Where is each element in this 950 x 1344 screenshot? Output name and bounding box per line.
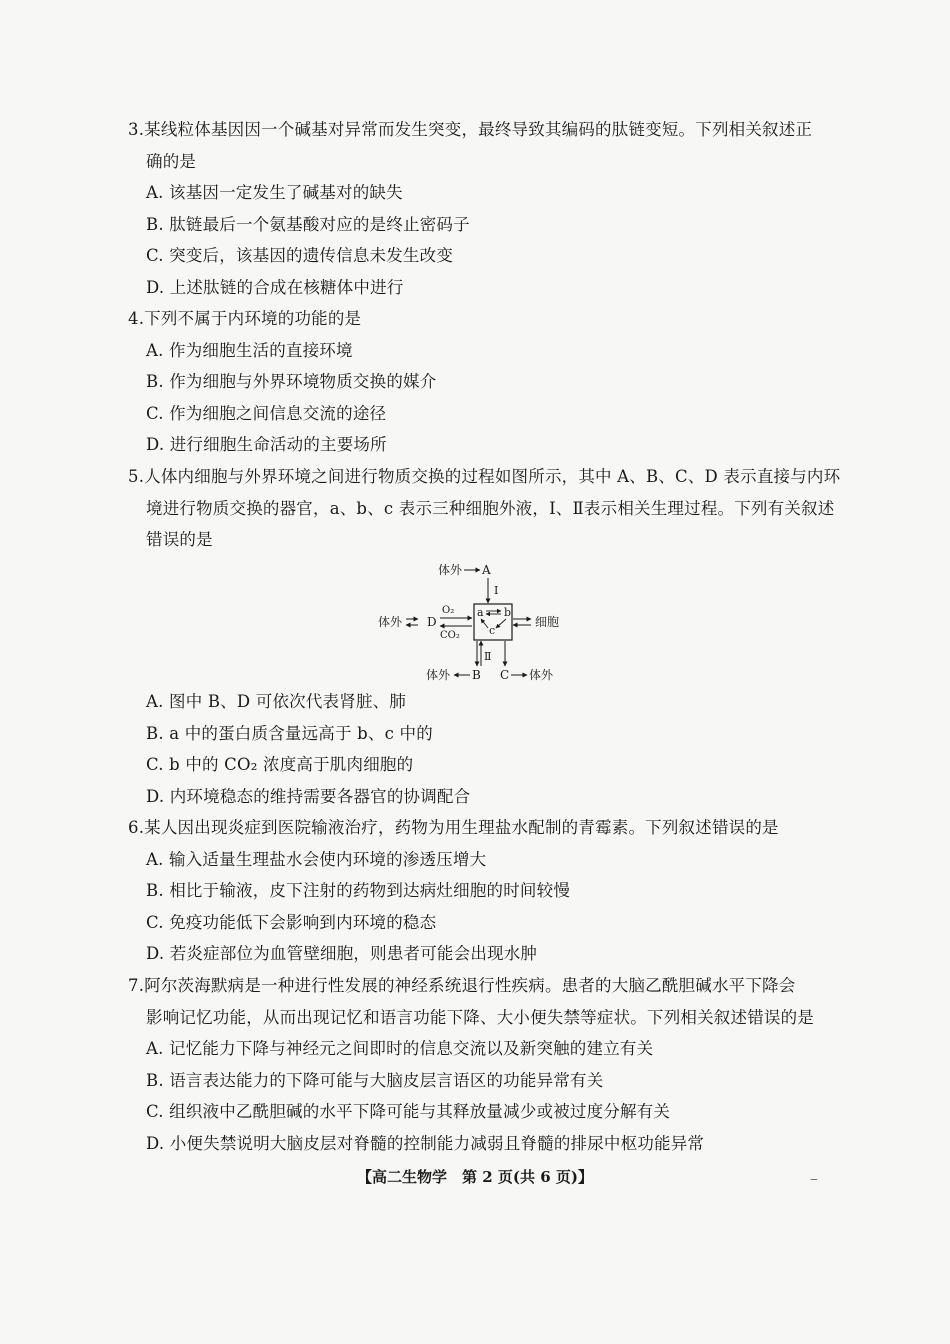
question-6 (128, 812, 828, 970)
question-stem-line: 境进行物质交换的器官，a、b、c 表示三种细胞外液，Ⅰ、Ⅱ表示相关生理过程。下列有关叙述 (146, 498, 835, 518)
option-a: A. 作为细胞生活的直接环境 (146, 340, 353, 360)
fluid-b-label: b (504, 606, 512, 619)
arrow (481, 619, 488, 628)
option-c: C. 组织液中乙酰胆碱的水平下降可能与其释放量减少或被过度分解有关 (146, 1102, 671, 1121)
fluid-c-label: c (489, 624, 496, 637)
question-stem-line: 6.某人因出现炎症到医院输液治疗，药物为用生理盐水配制的青霉素。下列叙述错误的是 (128, 818, 779, 837)
process-i-label: Ⅰ (494, 584, 499, 597)
question-stem-line: 3.某线粒体基因因一个碱基对异常而发生突变，最终导致其编码的肽链变短。下列相关叙述正 (128, 120, 813, 139)
organ-b-label: B (472, 668, 481, 682)
corner-mark: ‒ (810, 1172, 818, 1186)
option-c: C. 免疫功能低下会影响到内环境的稳态 (146, 912, 437, 932)
option-a: A. 该基因一定发生了碱基对的缺失 (146, 183, 403, 202)
question-stem-line: 错误的是 (146, 530, 213, 549)
outside-label: 体外 (378, 615, 403, 629)
page-footer: 【高二生物学 第 2 页(共 6 页)】 (357, 1168, 593, 1186)
outside-label: 体外 (426, 668, 451, 682)
option-d: D. 若炎症部位为血管壁细胞，则患者可能会出现水肿 (146, 944, 538, 963)
question-4 (128, 303, 828, 461)
question-stem-line: 影响记忆功能，从而出现记忆和语言功能下降、大小便失禁等症状。下列相关叙述错误的是 (146, 1007, 814, 1027)
option-d: D. 上述肽链的合成在核糖体中进行 (146, 277, 404, 297)
option-c: C. 突变后，该基因的遗传信息未发生改变 (146, 246, 454, 265)
question-stem-line: 确的是 (146, 151, 197, 171)
option-b: B. 相比于输液，皮下注射的药物到达病灶细胞的时间较慢 (146, 881, 571, 900)
question-5 (128, 461, 841, 556)
organ-a-label: A (482, 563, 491, 577)
organ-d-label: D (427, 615, 437, 629)
oxygen-label: O₂ (442, 605, 455, 616)
option-b: B. 作为细胞与外界环境物质交换的媒介 (146, 372, 437, 391)
fluid-a-label: a (477, 606, 484, 619)
process-ii-label: Ⅱ (484, 650, 492, 663)
outside-label: 体外 (438, 563, 463, 577)
option-a: A. 记忆能力下降与神经元之间即时的信息交流以及新突触的建立有关 (146, 1039, 654, 1058)
question-stem-line: 7.阿尔茨海默病是一种进行性发展的神经系统退行性疾病。患者的大脑乙酰胆碱水平下降会 (128, 976, 796, 995)
cell-label: 细胞 (535, 615, 560, 629)
option-d: D. 进行细胞生命活动的主要场所 (146, 435, 387, 454)
option-b: B. 语言表达能力的下降可能与大脑皮层言语区的功能异常有关 (146, 1070, 604, 1090)
option-c: C. b 中的 CO₂ 浓度高于肌肉细胞的 (146, 755, 414, 774)
option-d: D. 内环境稳态的维持需要各器官的协调配合 (146, 786, 471, 806)
option-c: C. 作为细胞之间信息交流的途径 (146, 403, 387, 423)
carbon-dioxide-label: CO₂ (440, 630, 460, 641)
arrow (496, 619, 506, 628)
body-fluid-exchange-diagram (376, 558, 576, 688)
option-d: D. 小便失禁说明大脑皮层对脊髓的控制能力减弱且脊髓的排尿中枢功能异常 (146, 1133, 705, 1153)
question-stem-line: 5.人体内细胞与外界环境之间进行物质交换的过程如图所示，其中 A、B、C、D 表示直接与内环 (128, 467, 841, 486)
organ-c-label: C (500, 668, 510, 682)
option-a: A. 输入适量生理盐水会使内环境的渗透压增大 (146, 849, 487, 869)
question-5-options (128, 686, 828, 812)
outside-label: 体外 (529, 668, 554, 682)
option-b: B. a 中的蛋白质含量远高于 b、c 中的 (146, 723, 433, 743)
question-stem-line: 4.下列不属于内环境的功能的是 (128, 309, 362, 328)
question-7 (128, 970, 828, 1159)
option-b: B. 肽链最后一个氨基酸对应的是终止密码子 (146, 214, 470, 234)
question-3 (128, 114, 828, 303)
option-a: A. 图中 B、D 可依次代表肾脏、肺 (146, 692, 407, 711)
